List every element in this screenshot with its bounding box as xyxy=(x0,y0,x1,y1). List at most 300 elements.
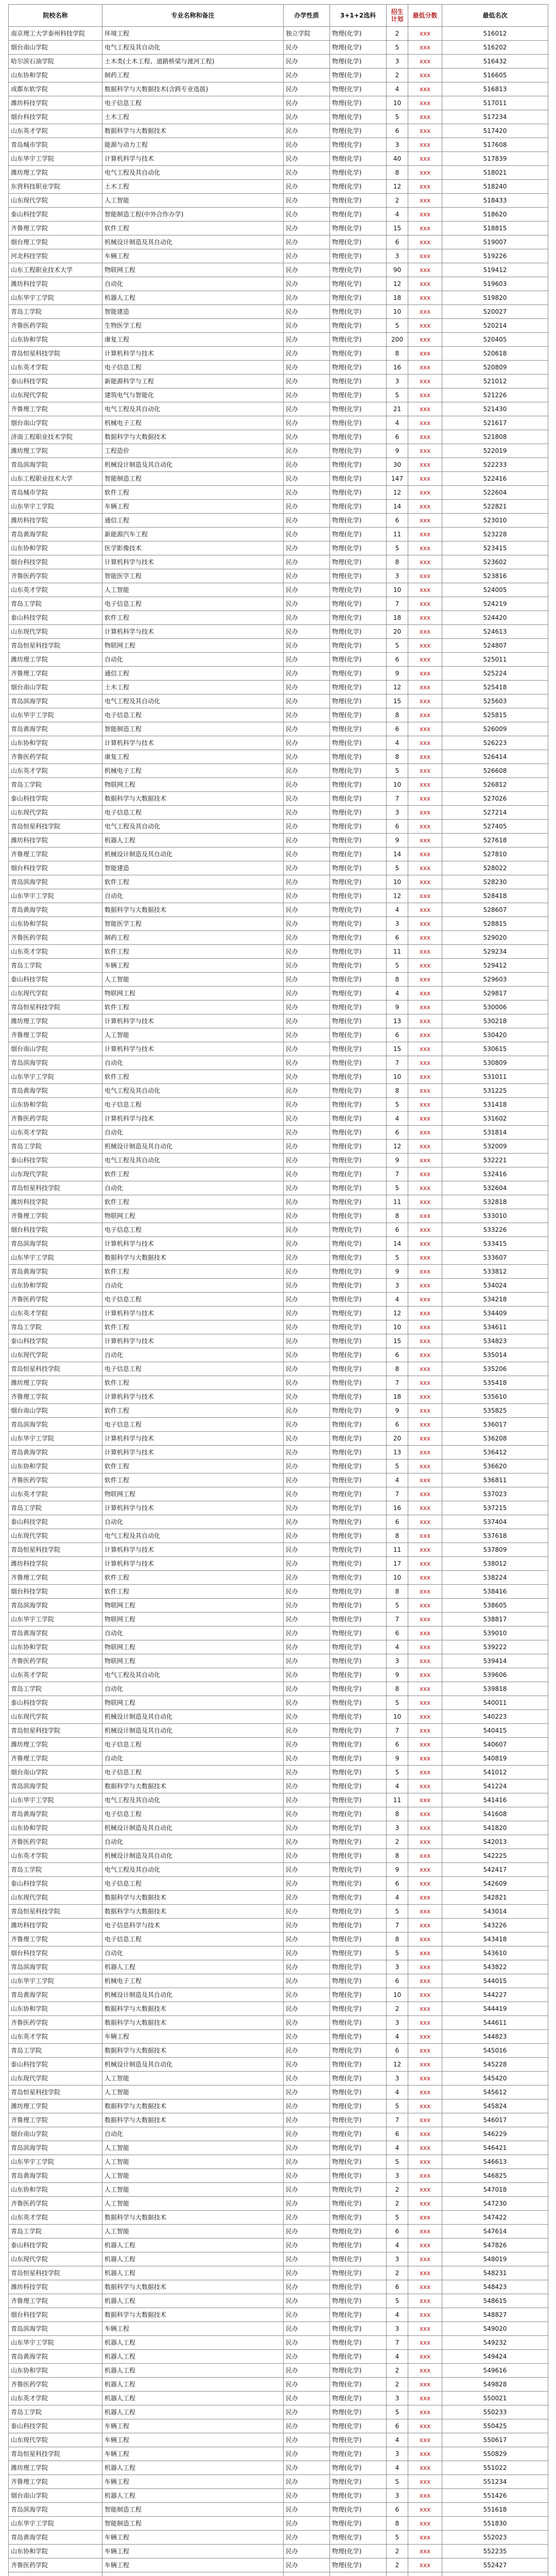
table-row xyxy=(9,694,548,708)
cell-school: 潍坊科技学院 xyxy=(9,1195,102,1209)
cell-plan: 4 xyxy=(387,903,408,917)
cell-major: 车辆工程 xyxy=(102,2475,284,2489)
cell-subject: 物理(化学) xyxy=(330,41,387,55)
cell-subject: 物理(化学) xyxy=(330,1209,387,1223)
cell-plan: 6 xyxy=(387,1028,408,1042)
table-row xyxy=(9,2002,548,2016)
cell-type: 民办 xyxy=(284,1126,330,1140)
cell-school: 山东协和学院 xyxy=(9,69,102,82)
table-row xyxy=(9,2517,548,2531)
cell-major: 机械设计制造及其自动化 xyxy=(102,235,284,249)
cell-subject: 物理(化学) xyxy=(330,2197,387,2211)
cell-school: 青岛滨海学院 xyxy=(9,1056,102,1070)
table-row xyxy=(9,263,548,277)
cell-major: 自动化 xyxy=(102,1946,284,1960)
cell-rank: 538817 xyxy=(442,1613,548,1626)
cell-plan: 12 xyxy=(387,2058,408,2072)
cell-type: 民办 xyxy=(284,1293,330,1307)
cell-school: 齐鲁理工学院 xyxy=(9,2475,102,2489)
cell-school: 烟台科技学院 xyxy=(9,1585,102,1599)
cell-plan: 4 xyxy=(387,1780,408,1793)
cell-rank: 537023 xyxy=(442,1487,548,1501)
cell-type: 民办 xyxy=(284,1752,330,1766)
cell-subject: 物理(化学) xyxy=(330,1307,387,1320)
cell-plan: 3 xyxy=(387,2252,408,2266)
cell-school: 山东英才学院 xyxy=(9,764,102,778)
cell-school: 山东协和学院 xyxy=(9,2183,102,2197)
cell-school: 烟台南山学院 xyxy=(9,41,102,55)
cell-school: 山东现代学院 xyxy=(9,625,102,639)
cell-score: xxx xyxy=(408,555,442,569)
cell-rank: 535418 xyxy=(442,1376,548,1390)
cell-score: xxx xyxy=(408,1515,442,1529)
cell-score: xxx xyxy=(408,973,442,987)
cell-school: 山东华宇工学院 xyxy=(9,2336,102,2350)
table-row xyxy=(9,82,548,96)
table-row xyxy=(9,166,548,180)
cell-subject: 物理(化学) xyxy=(330,1473,387,1487)
cell-school: 青岛恒星科技学院 xyxy=(9,2266,102,2280)
cell-score: xxx xyxy=(408,1668,442,1682)
table-row xyxy=(9,1446,548,1460)
cell-type: 独立学院 xyxy=(284,27,330,41)
cell-subject: 物理(化学) xyxy=(330,2211,387,2225)
cell-rank: 529234 xyxy=(442,945,548,959)
cell-major: 物联网工程 xyxy=(102,1209,284,1223)
cell-school: 山东英才学院 xyxy=(9,945,102,959)
cell-rank: 520809 xyxy=(442,361,548,375)
cell-score: xxx xyxy=(408,2086,442,2099)
cell-subject: 物理(化学) xyxy=(330,333,387,347)
cell-score: xxx xyxy=(408,681,442,694)
cell-subject: 物理(化学) xyxy=(330,1140,387,1154)
table-row xyxy=(9,1098,548,1112)
cell-plan: 2 xyxy=(387,2364,408,2378)
cell-type: 民办 xyxy=(284,1307,330,1320)
cell-type: 民办 xyxy=(284,1766,330,1780)
cell-score: xxx xyxy=(408,1460,442,1473)
table-row xyxy=(9,1195,548,1209)
cell-school: 青岛滨海学院 xyxy=(9,1418,102,1432)
cell-school: 青岛恒星科技学院 xyxy=(9,639,102,653)
cell-score: xxx xyxy=(408,2266,442,2280)
cell-subject: 物理(化学) xyxy=(330,903,387,917)
cell-type: 民办 xyxy=(284,1793,330,1807)
table-row xyxy=(9,1946,548,1960)
cell-subject: 物理(化学) xyxy=(330,1460,387,1473)
table-row xyxy=(9,1682,548,1696)
cell-major: 建筑电气与智能化 xyxy=(102,388,284,402)
cell-rank: 544015 xyxy=(442,1974,548,1988)
table-row xyxy=(9,1181,548,1195)
cell-rank: 518021 xyxy=(442,166,548,180)
cell-plan: 14 xyxy=(387,848,408,861)
cell-major: 数据科学与大数据技术 xyxy=(102,2044,284,2058)
cell-rank: 546229 xyxy=(442,2127,548,2141)
cell-plan: 12 xyxy=(387,1140,408,1154)
cell-subject: 物理(化学) xyxy=(330,235,387,249)
cell-subject: 物理(化学) xyxy=(330,2461,387,2475)
cell-subject: 物理(化学) xyxy=(330,1933,387,1946)
cell-school: 齐鲁医药学院 xyxy=(9,1654,102,1668)
cell-school: 青岛工学院 xyxy=(9,959,102,973)
cell-rank: 542225 xyxy=(442,1849,548,1863)
cell-major: 土木类(土木工程、道路桥梁与渡河工程) xyxy=(102,55,284,69)
cell-subject: 物理(化学) xyxy=(330,1613,387,1626)
cell-major: 软件工程 xyxy=(102,1571,284,1585)
cell-rank: 527214 xyxy=(442,806,548,820)
cell-major: 车辆工程 xyxy=(102,2558,284,2572)
table-row xyxy=(9,1849,548,1863)
cell-rank: 516432 xyxy=(442,55,548,69)
cell-major: 自动化 xyxy=(102,889,284,903)
cell-rank: 536620 xyxy=(442,1460,548,1473)
cell-score: xxx xyxy=(408,708,442,722)
cell-plan: 6 xyxy=(387,1126,408,1140)
cell-rank: 524420 xyxy=(442,611,548,625)
table-row xyxy=(9,2350,548,2364)
cell-rank: 541224 xyxy=(442,1780,548,1793)
cell-subject: 物理(化学) xyxy=(330,263,387,277)
cell-score: xxx xyxy=(408,1807,442,1821)
table-row xyxy=(9,1223,548,1237)
cell-major: 自动化 xyxy=(102,1682,284,1696)
cell-score: xxx xyxy=(408,1140,442,1154)
cell-major: 物联网工程 xyxy=(102,1599,284,1613)
cell-type: 民办 xyxy=(284,681,330,694)
cell-school: 山东华宇工学院 xyxy=(9,500,102,514)
cell-type: 民办 xyxy=(284,2086,330,2099)
cell-school: 潍坊科技学院 xyxy=(9,96,102,110)
cell-subject: 物理(化学) xyxy=(330,569,387,583)
cell-plan: 12 xyxy=(387,889,408,903)
cell-school: 潍坊理工学院 xyxy=(9,1738,102,1752)
cell-plan: 11 xyxy=(387,1793,408,1807)
cell-score: xxx xyxy=(408,1821,442,1835)
cell-type: 民办 xyxy=(284,2364,330,2378)
cell-rank: 549828 xyxy=(442,2378,548,2392)
cell-plan: 4 xyxy=(387,2350,408,2364)
cell-type: 民办 xyxy=(284,2127,330,2141)
cell-plan: 10 xyxy=(387,1988,408,2002)
cell-plan: 2 xyxy=(387,2183,408,2197)
cell-rank: 547614 xyxy=(442,2225,548,2239)
cell-score: xxx xyxy=(408,2141,442,2155)
cell-subject: 物理(化学) xyxy=(330,96,387,110)
cell-rank: 543418 xyxy=(442,1933,548,1946)
cell-subject: 物理(化学) xyxy=(330,1195,387,1209)
cell-rank: 522019 xyxy=(442,444,548,458)
cell-score: xxx xyxy=(408,1571,442,1585)
table-row xyxy=(9,1835,548,1849)
table-row xyxy=(9,1738,548,1752)
cell-score: xxx xyxy=(408,430,442,444)
table-row xyxy=(9,472,548,486)
cell-major: 数据科学与大数据技术 xyxy=(102,2211,284,2225)
cell-plan: 12 xyxy=(387,681,408,694)
cell-major: 电子信息工程 xyxy=(102,1223,284,1237)
cell-score: xxx xyxy=(408,1557,442,1571)
cell-plan: 5 xyxy=(387,861,408,875)
cell-rank: 526223 xyxy=(442,736,548,750)
cell-plan: 2 xyxy=(387,2266,408,2280)
cell-score: xxx xyxy=(408,472,442,486)
cell-plan: 3 xyxy=(387,2072,408,2086)
cell-rank: 545228 xyxy=(442,2058,548,2072)
cell-plan: 3 xyxy=(387,2169,408,2183)
table-row xyxy=(9,1320,548,1334)
cell-subject: 物理(化学) xyxy=(330,1905,387,1919)
cell-type: 民办 xyxy=(284,2558,330,2572)
cell-subject: 物理(化学) xyxy=(330,1042,387,1056)
cell-school: 齐鲁理工学院 xyxy=(9,667,102,681)
cell-rank: 522416 xyxy=(442,472,548,486)
cell-school: 山东现代学院 xyxy=(9,1710,102,1724)
cell-school: 山东华宇工学院 xyxy=(9,1793,102,1807)
cell-plan: 7 xyxy=(387,1056,408,1070)
cell-major: 软件工程 xyxy=(102,1167,284,1181)
cell-type: 民办 xyxy=(284,1376,330,1390)
cell-school: 青岛工学院 xyxy=(9,778,102,792)
cell-type: 民办 xyxy=(284,2266,330,2280)
cell-rank: 520214 xyxy=(442,319,548,333)
cell-score: xxx xyxy=(408,2378,442,2392)
cell-subject: 物理(化学) xyxy=(330,2419,387,2433)
table-row xyxy=(9,1001,548,1014)
table-row xyxy=(9,2405,548,2419)
cell-plan: 6 xyxy=(387,1348,408,1362)
cell-rank: 519007 xyxy=(442,235,548,249)
cell-type: 民办 xyxy=(284,1585,330,1599)
cell-subject: 物理(化学) xyxy=(330,1988,387,2002)
cell-rank: 532416 xyxy=(442,1167,548,1181)
cell-score: xxx xyxy=(408,1181,442,1195)
cell-type: 民办 xyxy=(284,249,330,263)
cell-rank: 550829 xyxy=(442,2447,548,2461)
cell-score: xxx xyxy=(408,1418,442,1432)
cell-plan: 8 xyxy=(387,2517,408,2531)
cell-subject: 物理(化学) xyxy=(330,583,387,597)
cell-subject: 物理(化学) xyxy=(330,1738,387,1752)
cell-major: 康复工程 xyxy=(102,750,284,764)
cell-type: 民办 xyxy=(284,1418,330,1432)
cell-plan: 4 xyxy=(387,2030,408,2044)
cell-school: 齐鲁医药学院 xyxy=(9,1293,102,1307)
cell-major: 数据科学与大数据技术 xyxy=(102,903,284,917)
cell-major: 计算机科学与技术 xyxy=(102,1307,284,1320)
cell-major: 计算机科学与技术 xyxy=(102,1446,284,1460)
table-row xyxy=(9,277,548,291)
cell-rank xyxy=(442,2572,548,2576)
cell-rank: 535825 xyxy=(442,1404,548,1418)
cell-score: xxx xyxy=(408,263,442,277)
cell-subject: 物理(化学) xyxy=(330,1223,387,1237)
cell-type: 民办 xyxy=(284,1014,330,1028)
cell-rank: 517234 xyxy=(442,110,548,124)
cell-type: 民办 xyxy=(284,82,330,96)
cell-type: 民办 xyxy=(284,2294,330,2308)
table-row xyxy=(9,1154,548,1167)
table-row xyxy=(9,152,548,166)
cell-type: 民办 xyxy=(284,2517,330,2531)
table-row xyxy=(9,1460,548,1473)
cell-rank: 539222 xyxy=(442,1640,548,1654)
table-row xyxy=(9,1362,548,1376)
cell-school: 齐鲁医药学院 xyxy=(9,569,102,583)
table-row xyxy=(9,1571,548,1585)
cell-subject: 物理(化学) xyxy=(330,1001,387,1014)
cell-school: 青岛恒星科技学院 xyxy=(9,2447,102,2461)
cell-type: 民办 xyxy=(284,2169,330,2183)
cell-school: 山东协和学院 xyxy=(9,1460,102,1473)
cell-type: 民办 xyxy=(284,2392,330,2405)
cell-rank: 534611 xyxy=(442,1320,548,1334)
cell-rank: 522604 xyxy=(442,486,548,500)
table-row xyxy=(9,27,548,41)
cell-type: 民办 xyxy=(284,583,330,597)
cell-score: xxx xyxy=(408,2183,442,2197)
cell-school: 烟台科技学院 xyxy=(9,110,102,124)
cell-subject: 物理(化学) xyxy=(330,2433,387,2447)
cell-major: 机械设计制造及其自动化 xyxy=(102,458,284,472)
cell-subject: 物理(化学) xyxy=(330,2169,387,2183)
table-row xyxy=(9,430,548,444)
cell-type: 民办 xyxy=(284,319,330,333)
cell-type: 民办 xyxy=(284,347,330,361)
cell-rank: 529817 xyxy=(442,987,548,1001)
cell-type: 民办 xyxy=(284,1682,330,1696)
cell-score: xxx xyxy=(408,889,442,903)
cell-score: xxx xyxy=(408,987,442,1001)
cell-plan: 6 xyxy=(387,1515,408,1529)
table-row xyxy=(9,2183,548,2197)
cell-type: 民办 xyxy=(284,1209,330,1223)
cell-major: 软件工程 xyxy=(102,875,284,889)
cell-school: 山东现代学院 xyxy=(9,806,102,820)
cell-subject: 物理(化学) xyxy=(330,1946,387,1960)
cell-score: xxx xyxy=(408,875,442,889)
cell-rank: 551426 xyxy=(442,2489,548,2503)
cell-major: 电子信息工程 xyxy=(102,1293,284,1307)
cell-subject: 物理(化学) xyxy=(330,1167,387,1181)
cell-rank: 523816 xyxy=(442,569,548,583)
cell-school: 潍坊科技学院 xyxy=(9,834,102,848)
cell-major: 机器人工程 xyxy=(102,2239,284,2252)
cell-school: 山东华宇工学院 xyxy=(9,1251,102,1265)
cell-subject: 物理(化学) xyxy=(330,1585,387,1599)
table-row xyxy=(9,402,548,416)
cell-rank: 520618 xyxy=(442,347,548,361)
table-row xyxy=(9,2058,548,2072)
cell-plan: 6 xyxy=(387,1626,408,1640)
cell-major: 机械设计制造及其自动化 xyxy=(102,1140,284,1154)
cell-major: 软件工程 xyxy=(102,1460,284,1473)
cell-school: 齐鲁医药学院 xyxy=(9,1473,102,1487)
cell-score: xxx xyxy=(408,750,442,764)
cell-type: 民办 xyxy=(284,959,330,973)
cell-type: 民办 xyxy=(284,1167,330,1181)
cell-type: 民办 xyxy=(284,41,330,55)
cell-school: 齐鲁理工学院 xyxy=(9,1571,102,1585)
cell-plan: 6 xyxy=(387,1223,408,1237)
table-row xyxy=(9,541,548,555)
cell-major: 工程造价 xyxy=(102,444,284,458)
cell-major: 电气工程及其自动化 xyxy=(102,694,284,708)
cell-major: 电子信息工程 xyxy=(102,361,284,375)
cell-school: 潍坊理工学院 xyxy=(9,166,102,180)
cell-plan: 7 xyxy=(387,1167,408,1181)
cell-school: 青岛工学院 xyxy=(9,2044,102,2058)
table-row xyxy=(9,722,548,736)
table-row xyxy=(9,1877,548,1891)
table-row xyxy=(9,1404,548,1418)
cell-score: xxx xyxy=(408,1056,442,1070)
cell-plan: 3 xyxy=(387,375,408,388)
cell-plan: 3 xyxy=(387,138,408,152)
cell-type: 民办 xyxy=(284,2239,330,2252)
cell-plan: 18 xyxy=(387,611,408,625)
cell-subject: 物理(化学) xyxy=(330,249,387,263)
cell-type: 民办 xyxy=(284,736,330,750)
cell-school: 齐鲁医药学院 xyxy=(9,931,102,945)
table-row xyxy=(9,1237,548,1251)
cell-score: xxx xyxy=(408,1613,442,1626)
cell-major: 计算机科学与技术 xyxy=(102,1557,284,1571)
cell-plan: 2 xyxy=(387,2002,408,2016)
cell-type: 民办 xyxy=(284,2044,330,2058)
cell-rank: 541820 xyxy=(442,1821,548,1835)
cell-rank: 521430 xyxy=(442,402,548,416)
cell-rank: 524807 xyxy=(442,639,548,653)
cell-score: xxx xyxy=(408,1209,442,1223)
cell-rank: 551022 xyxy=(442,2461,548,2475)
cell-plan: 8 xyxy=(387,1529,408,1543)
cell-plan: 6 xyxy=(387,722,408,736)
cell-subject: 物理(化学) xyxy=(330,1487,387,1501)
cell-subject: 物理(化学) xyxy=(330,2447,387,2461)
cell-school: 潍坊科技学院 xyxy=(9,1557,102,1571)
cell-subject: 物理(化学) xyxy=(330,1863,387,1877)
cell-score: xxx xyxy=(408,1960,442,1974)
table-row xyxy=(9,820,548,834)
cell-score: xxx xyxy=(408,1070,442,1084)
table-row xyxy=(9,1056,548,1070)
cell-subject: 物理(化学) xyxy=(330,55,387,69)
cell-score: xxx xyxy=(408,2545,442,2558)
cell-school: 烟台南山学院 xyxy=(9,2489,102,2503)
table-row xyxy=(9,2294,548,2308)
header-row xyxy=(9,5,548,27)
cell-plan: 4 xyxy=(387,1293,408,1307)
table-row xyxy=(9,1752,548,1766)
cell-school: 山东英才学院 xyxy=(9,2392,102,2405)
cell-type: 民办 xyxy=(284,987,330,1001)
cell-school: 青岛城市学院 xyxy=(9,486,102,500)
cell-subject: 物理(化学) xyxy=(330,2322,387,2336)
cell-school: 青岛恒星科技学院 xyxy=(9,1001,102,1014)
cell-subject: 物理(化学) xyxy=(330,1974,387,1988)
cell-major: 软件工程 xyxy=(102,222,284,235)
cell-type: 民办 xyxy=(284,861,330,875)
cell-score: xxx xyxy=(408,1543,442,1557)
cell-type: 民办 xyxy=(284,1515,330,1529)
cell-major: 软件工程 xyxy=(102,1404,284,1418)
cell-score: xxx xyxy=(408,528,442,541)
cell-type: 民办 xyxy=(284,2280,330,2294)
cell-subject: 物理(化学) xyxy=(330,931,387,945)
cell-type: 民办 xyxy=(284,1265,330,1279)
cell-score: xxx xyxy=(408,848,442,861)
